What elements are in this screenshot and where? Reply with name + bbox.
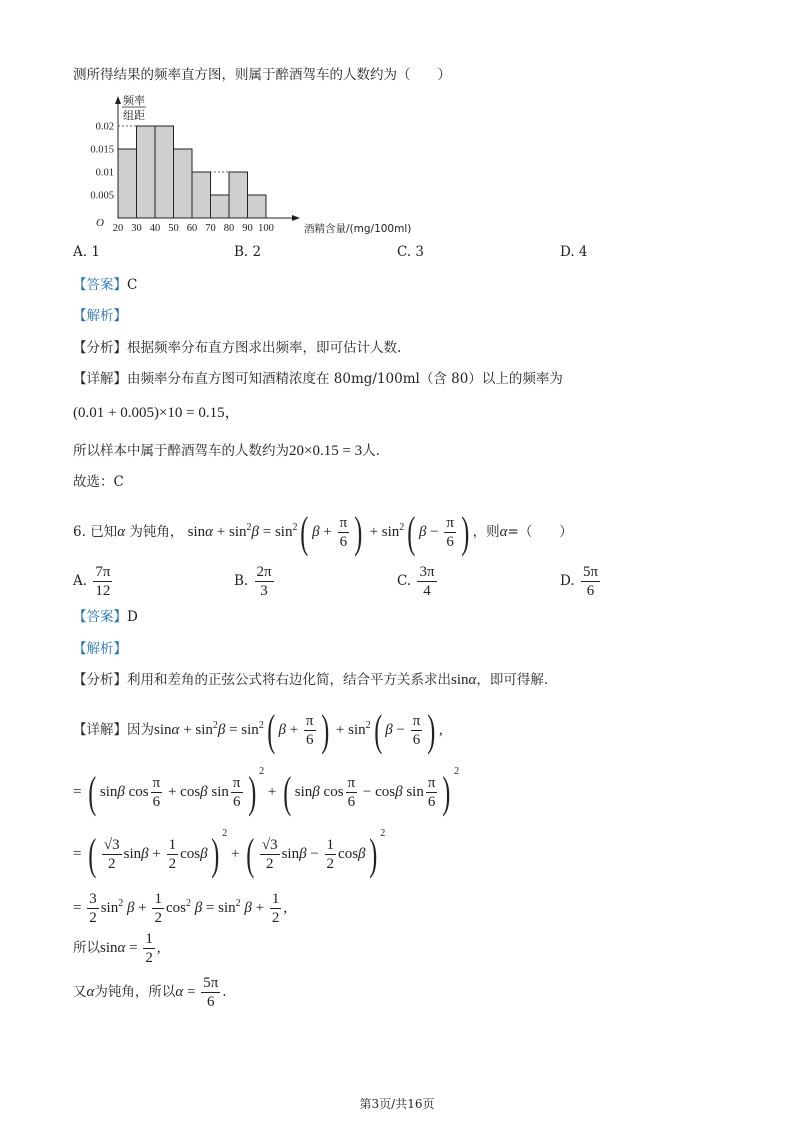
q5-option-d: D. 4	[560, 244, 588, 260]
q6-option-b-letter: B.	[234, 573, 249, 589]
q6-step-3: = $\frac{3}{2}$ $\sin^2 \beta$ + $\frac{1}{2}$ $\cos^2 \beta = \sin^2 \beta$ + $\frac{1}{2}$ ,	[73, 891, 288, 927]
q5-result-unit: 人.	[362, 443, 380, 459]
q5-answer-line	[73, 276, 137, 294]
q6-stem-mid: 为钝角，	[129, 524, 184, 540]
q5-option-a: A. 1	[73, 244, 100, 260]
fenxi-tag: 【分析】	[73, 672, 127, 688]
x-axis-label: 酒精含量/(mg/100ml)	[304, 223, 412, 235]
q6-xiangjie-line: 【详解】因为$\sin\alpha + \sin^2\beta = \sin^2$( β + $\frac{\pi}{6}$ ) + $\sin^2$( β − $\frac{\pi}{6}$ ) ,	[73, 705, 443, 755]
q6-suoyi: 所以	[73, 940, 100, 956]
q6-option-b-frac: $\frac{2\pi}{3}$	[256, 564, 272, 599]
x-tick-label: 90	[242, 223, 253, 234]
q6-stem-end: =（ ）	[507, 524, 573, 540]
xiangjie-tag: 【详解】	[73, 371, 127, 387]
histogram-bar	[118, 149, 137, 218]
answer-tag: 【答案】	[73, 277, 127, 293]
q6-option-c-letter: C.	[397, 573, 412, 589]
answer-tag: 【答案】	[73, 609, 127, 625]
alpha-symbol: α	[117, 524, 126, 540]
q6-step-4: 所以sinα = $\frac{1}{2}$ ,	[73, 931, 161, 967]
y-label-top: 频率	[123, 94, 145, 107]
y-tick-label: 0.01	[95, 167, 114, 179]
q6-fenxi-text: 利用和差角的正弦公式将右边化简，结合平方关系求出	[127, 672, 451, 688]
y-axis-arrow	[115, 96, 121, 104]
q5-xiangjie-line	[73, 370, 563, 388]
q5-analysis-tag: 【解析】	[73, 308, 127, 324]
q6-option-b	[234, 563, 276, 600]
q6-fenxi-line: 【分析】利用和差角的正弦公式将右边化简，结合平方关系求出sinα，即可得解.	[73, 672, 549, 688]
x-tick-label: 50	[168, 223, 179, 234]
x-tick-label: 40	[149, 223, 161, 234]
xiangjie-tag: 【详解】	[73, 722, 127, 738]
q5-stem: 测所得结果的频率直方图，则属于醉酒驾车的人数约为（ ）	[73, 67, 451, 83]
origin-label: O	[96, 217, 104, 229]
histogram-bar	[174, 149, 193, 218]
q6-option-a-frac: $\frac{7\pi}{12}$	[95, 564, 111, 599]
x-tick-label: 100	[258, 223, 274, 234]
q6-option-c-frac: $\frac{3\pi}{4}$	[419, 564, 435, 599]
histogram-bar	[229, 172, 248, 218]
q6-stem-post: ，则	[472, 524, 500, 540]
q5-result-math: 20×0.15 = 3	[289, 443, 363, 459]
y-label-bottom: 组距	[123, 109, 145, 122]
fenxi-tag: 【分析】	[73, 340, 127, 356]
x-tick-label: 20	[112, 223, 124, 234]
q5-choose: 故选：C	[73, 474, 124, 490]
q5-result-line	[73, 442, 380, 460]
q5-xiangjie-text: 由频率分布直方图可知酒精浓度在 80mg/100ml（含 80）以上的频率为	[127, 371, 563, 387]
q6-option-d-letter: D.	[560, 573, 575, 589]
q6-stem-pre: 已知	[90, 524, 118, 540]
q5-option-c: C. 3	[397, 244, 425, 260]
q6-number: 6.	[73, 524, 86, 540]
q5-fenxi-text: 根据频率分布直方图求出频率，即可估计人数.	[127, 340, 402, 356]
x-axis-arrow	[292, 215, 300, 221]
q6-analysis-tag: 【解析】	[73, 641, 127, 657]
frequency-histogram	[68, 92, 412, 242]
q6-step-1: = ( sinβ cos $\frac{\pi}{6}$ + cosβ sin $\frac{\pi}{6}$ ) $^2$ + ( sinβ cos $\frac{\pi}{6}$ − cosβ sin $\frac{\pi}{6}$ ) $^2$	[73, 766, 460, 817]
q6-stem: 6. 已知α 为钝角， $\sin\alpha + \sin^2\beta = \sin^2$( β + $\frac{\pi}{6}$ ) + $\sin^2$( β − $\frac{\pi}{6}$ ) ，则α=（ ）	[73, 507, 573, 557]
q6-step-2: = ( $\frac{√3}{2}$ sinβ + $\frac{1}{2}$ cosβ) $^2$ + ( $\frac{√3}{2}$ sinβ − $\frac{1}{2}$ cosβ) $^2$	[73, 828, 386, 879]
q5-fenxi-line	[73, 339, 401, 357]
x-tick-label: 30	[131, 223, 142, 234]
q6-end-dot: .	[222, 984, 227, 1000]
q5-formula: (0.01 + 0.005)×10 = 0.15，	[73, 405, 240, 421]
x-tick-label: 80	[223, 223, 235, 234]
q6-option-c	[397, 563, 439, 600]
q6-option-a-letter: A.	[73, 573, 88, 589]
histogram-bar	[211, 195, 230, 218]
q5-answer: C	[127, 277, 138, 293]
x-tick-label: 70	[205, 223, 216, 234]
histogram-bar	[192, 172, 211, 218]
q5-option-b: B. 2	[234, 244, 262, 260]
histogram-bar	[155, 126, 174, 218]
y-tick-label: 0.02	[95, 121, 114, 133]
x-tick-label: 60	[186, 223, 198, 234]
q6-fenxi-post: ，即可得解.	[476, 672, 549, 688]
y-tick-label: 0.015	[90, 144, 114, 156]
histogram-bar	[248, 195, 267, 218]
histogram-bar	[137, 126, 156, 218]
q6-you: 又	[73, 984, 87, 1000]
page-footer: 第3页/共16页	[359, 1097, 435, 1111]
q6-you-mid: 为钝角，所以	[94, 984, 176, 1000]
q6-option-d	[560, 563, 602, 600]
q5-result-text: 所以样本中属于醉酒驾车的人数约为	[73, 443, 289, 459]
q6-conclusion: 又α为钝角，所以α = $\frac{5\pi}{6}$ .	[73, 975, 227, 1011]
q6-equation: $\sin\alpha + \sin^2\beta = \sin^2$( β + $\frac{\pi}{6}$ ) + $\sin^2$( β − $\frac{\pi}{6}$ )	[187, 507, 470, 557]
y-tick-label: 0.005	[90, 190, 114, 202]
q6-option-d-frac: $\frac{5\pi}{6}$	[582, 564, 599, 599]
q6-answer-line	[73, 608, 138, 626]
q6-answer: D	[127, 609, 138, 625]
q6-option-a	[73, 563, 114, 600]
q6-xiangjie-pre: 因为	[127, 722, 154, 738]
